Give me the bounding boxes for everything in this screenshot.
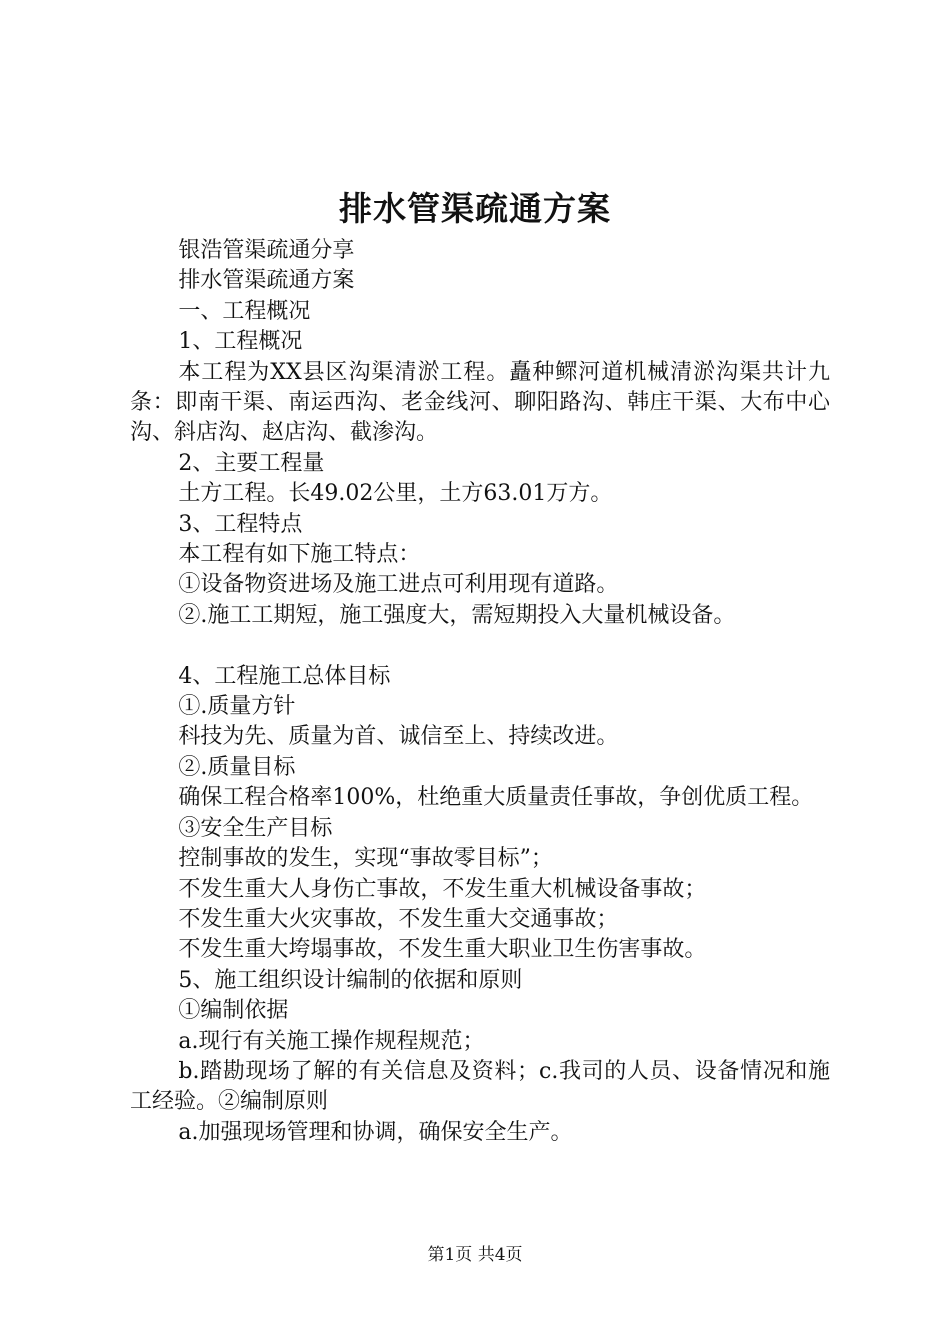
subsection-heading: 5、施工组织设计编制的依据和原则 [178,967,523,993]
document-body [130,236,830,1148]
paragraph: 控制事故的发生，实现“事故零目标”； [178,846,553,872]
list-item: ①编制依据 [178,998,289,1024]
paragraph: 本工程为XX县区沟渠清淤工程。矗种鳏河道机械清淤沟渠共计九条：即南干渠、南运西沟、老金线河、聊阳路沟、韩庄干渠、大布中心沟、斜店沟、赵店沟、截渗沟。 [130,359,830,446]
list-item: ①.质量方针 [178,694,296,720]
paragraph: 本工程有如下施工特点： [178,542,421,568]
blank-line [130,631,830,661]
list-item: ①设备物资进场及施工进点可利用现有道路。 [178,572,619,598]
page-footer: 第1页 共4页 [427,1245,523,1265]
list-item: a.现行有关施工操作规程规范； [178,1028,485,1054]
list-item: ②.质量目标 [178,754,296,780]
list-item: a.加强现场管理和协调，确保安全生产。 [178,1119,573,1145]
paragraph: 银浩管渠疏通分享 [178,238,355,263]
list-item: ②.施工工期短，施工强度大，需短期投入大量机械设备。 [178,602,736,628]
subsection-heading: 1、工程概况 [178,329,303,355]
paragraph: 排水管渠疏通方案 [178,268,355,294]
subsection-heading: 4、工程施工总体目标 [178,663,391,689]
paragraph: 不发生重大垮塌事故，不发生重大职业卫生伤害事故。 [178,937,707,963]
list-item: b.踏勘现场了解的有关信息及资料；c.我司的人员、设备情况和施工经验。②编制原则 [130,1058,830,1115]
paragraph: 不发生重大火灾事故，不发生重大交通事故； [178,906,619,932]
subsection-heading: 3、工程特点 [178,511,303,537]
section-heading: 一、工程概况 [178,298,311,324]
paragraph: 确保工程合格率100%，杜绝重大质量责任事故，争创优质工程。 [178,785,814,811]
paragraph: 土方工程。长49.02公里，土方63.01万方。 [178,481,613,507]
subsection-heading: 2、主要工程量 [178,450,325,476]
document-title: 排水管渠疏通方案 [339,189,611,228]
paragraph: 不发生重大人身伤亡事故，不发生重大机械设备事故； [178,876,707,902]
paragraph: 科技为先、质量为首、诚信至上、持续改进。 [178,724,619,750]
list-item: ③安全生产目标 [178,815,333,841]
